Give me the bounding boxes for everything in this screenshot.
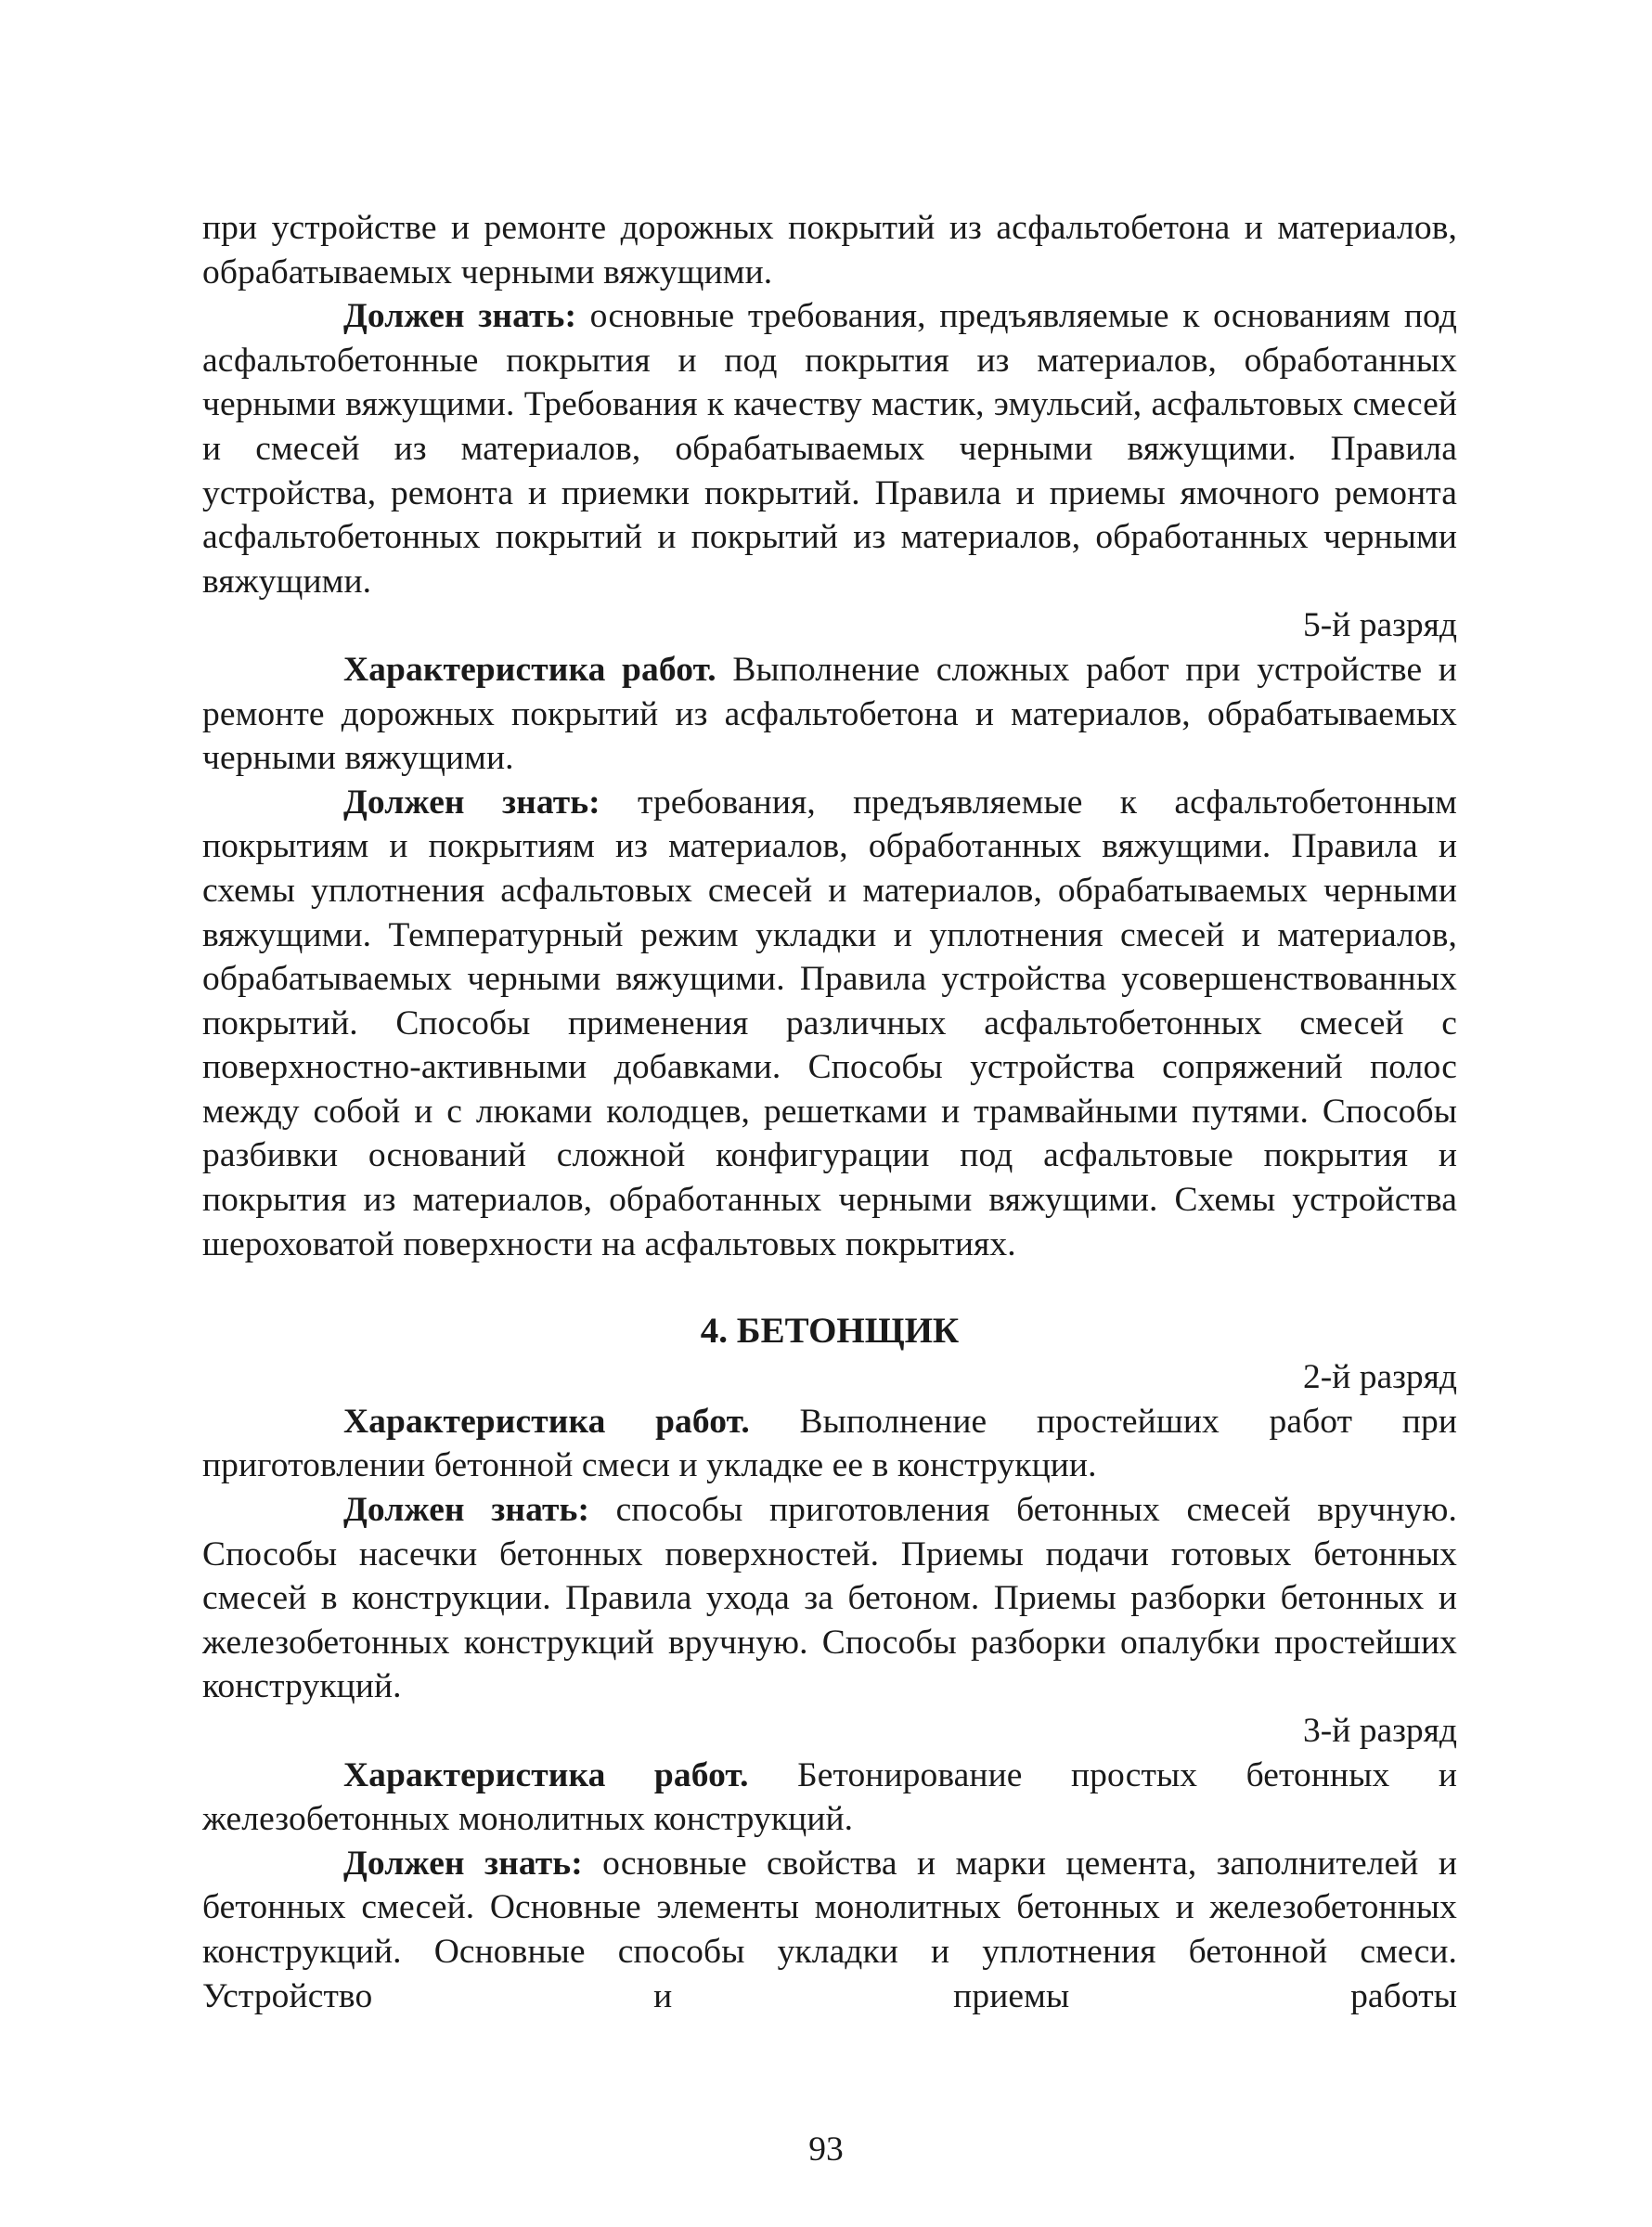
knowledge-text: способы приготовления бетонных смесей вручную. Способы насечки бетонных поверхностей. Приемы подачи готовых бетонных смесей в конструкции. Правила ухода за бетоном. Приемы разборки бетонных и железобетонных конструкций вручную. Способы разборки опалубки простейших конструкций. (202, 1491, 1457, 1706)
knowledge-lead: Должен знать: (343, 1844, 583, 1883)
document-page (202, 206, 1457, 2018)
page-number: 93 (808, 2130, 844, 2169)
characteristic-paragraph-grade2 (202, 1400, 1457, 1488)
knowledge-lead: Должен знать: (343, 297, 577, 336)
knowledge-paragraph-grade5 (202, 781, 1457, 1267)
knowledge-paragraph-grade2 (202, 1488, 1457, 1709)
characteristic-text: Выполнение простейших работ при приготовлении бетонной смеси и укладке ее в конструкции. (202, 1402, 1457, 1485)
knowledge-lead: Должен знать: (343, 1491, 590, 1530)
characteristic-lead: Характеристика работ. (343, 650, 716, 689)
section-title: 4. БЕТОНЩИК (700, 1311, 960, 1352)
grade-heading-5: 5-й разряд (1303, 606, 1457, 645)
grade-heading-3: 3-й разряд (1303, 1712, 1457, 1750)
characteristic-text: Выполнение сложных работ при устройстве и ремонте дорожных покрытий из асфальтобетона и материалов, обрабатываемых черными вяжущими. (202, 650, 1457, 778)
knowledge-paragraph-grade4 (202, 294, 1457, 603)
knowledge-paragraph-grade3 (202, 1842, 1457, 2018)
characteristic-paragraph-grade5 (202, 648, 1457, 781)
characteristic-paragraph-grade3 (202, 1754, 1457, 1842)
grade-heading-2: 2-й разряд (1303, 1358, 1457, 1397)
continuation-paragraph: при устройстве и ремонте дорожных покрытий из асфальтобетона и материалов, обрабатываемых черными вяжущими. (202, 209, 1457, 291)
characteristic-text: Бетонирование простых бетонных и железобетонных монолитных конструкций. (202, 1755, 1457, 1839)
characteristic-lead: Характеристика работ. (343, 1755, 749, 1794)
knowledge-text: основные требования, предъявляемые к основаниям под асфальтобетонные покрытия и под покрытия из материалов, обработанных черными вяжущими. Требования к качеству мастик, эмульсий, асфальтовых смесей и смесей из материалов, обрабатываемых черными вяжущими. Правила устройства, ремонта и приемки покрытий. Правила и приемы ямочного ремонта асфальтобетонных покрытий и покрытий из материалов, обработанных черными вяжущими. (202, 297, 1457, 601)
knowledge-text: основные свойства и марки цемента, заполнителей и бетонных смесей. Основные элементы монолитных бетонных и железобетонных конструкций. Основные способы укладки и уплотнения бетонной смеси. Устройство и приемы работы (202, 1844, 1457, 2015)
knowledge-lead: Должен знать: (343, 783, 600, 822)
characteristic-lead: Характеристика работ. (343, 1402, 750, 1441)
knowledge-text: требования, предъявляемые к асфальтобетонным покрытиям и покрытиям из материалов, обработанных вяжущими. Правила и схемы уплотнения асфальтовых смесей и материалов, обрабатываемых черными вяжущими. Температурный режим укладки и уплотнения смесей и материалов, обрабатываемых черными вяжущими. Правила устройства усовершенствованных покрытий. Способы применения различных асфальтобетонных смесей с поверхностно-активными добавками. Способы устройства сопряжений полос между собой и с люками колодцев, решетками и трамвайными путями. Способы разбивки оснований сложной конфигурации под асфальтовые покрытия и покрытия из материалов, обработанных черными вяжущими. Схемы устройства шероховатой поверхности на асфальтовых покрытиях. (202, 783, 1457, 1263)
